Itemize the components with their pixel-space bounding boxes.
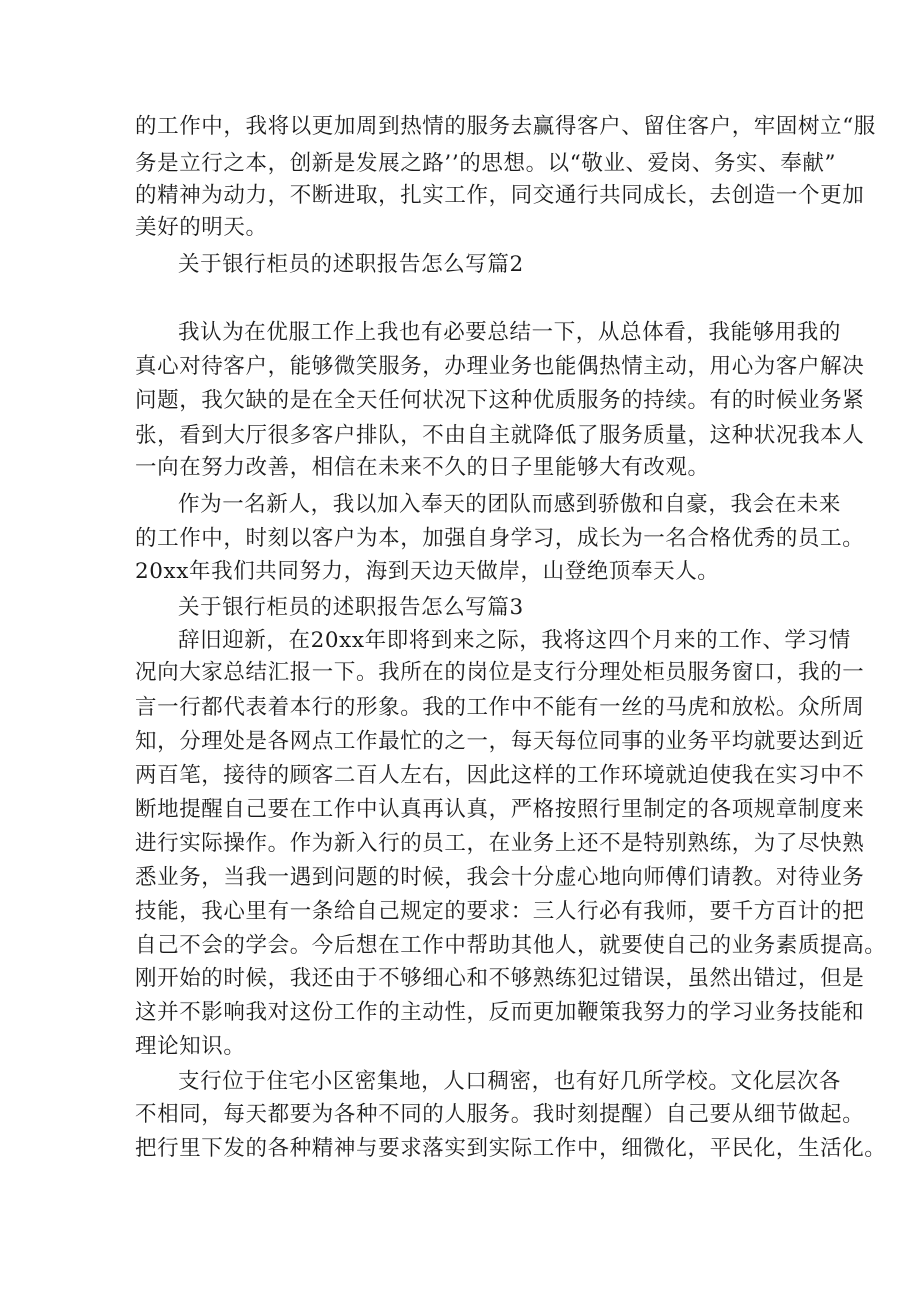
text-line: 问题，我欠缺的是在全天任何状况下这种优质服务的持续。有的时候业务紧 [135,388,865,413]
text-line: 我认为在优服工作上我也有必要总结一下，从总体看，我能够用我的 [178,320,842,345]
text-line: 这并不影响我对这份工作的主动性，反而更加鞭策我努力的学习业务技能和 [135,1000,865,1025]
text-line: 作为一名新人，我以加入奉天的团队而感到骄傲和自豪，我会在未来 [178,492,842,517]
text-line: 辞旧迎新，在20xx年即将到来之际，我将这四个月来的工作、学习情 [178,628,851,653]
text-line: 知，分理处是各网点工作最忙的之一，每天每位同事的业务平均就要达到近 [135,729,865,754]
text-line: 断地提醒自己要在工作中认真再认真，严格按照行里制定的各项规章制度来 [135,797,865,822]
text-line: 不相同，每天都要为各种不同的人服务。我时刻提醒）自己要从细节做起。 [135,1102,865,1127]
text-line: 真心对待客户，能够微笑服务，办理业务也能偶热情主动，用心为客户解决 [135,354,865,379]
text-line: 的工作中，时刻以客户为本，加强自身学习，成长为一名合格优秀的员工。 [135,526,865,551]
text-line: 自己不会的学会。今后想在工作中帮助其他人，就要使自己的业务素质提高。 [135,933,887,958]
text-line: 两百笔，接待的顾客二百人左右，因此这样的工作环境就迫使我在实习中不 [135,763,865,788]
text-line: 美好的明天。 [135,215,268,240]
text-line: 的精神为动力，不断进取，扎实工作，同交通行共同成长，去创造一个更加 [135,183,865,208]
text-line: 20xx年我们共同努力，海到天边天做岸，山登绝顶奉天人。 [135,559,720,584]
text-line: 进行实际操作。作为新入行的员工，在业务上还不是特别熟练，为了尽快熟 [135,831,865,856]
text-line: 张，看到大厅很多客户排队，不由自主就降低了服务质量，这种状况我本人 [135,423,865,448]
text-line: 技能，我心里有一条给自己规定的要求：三人行必有我师，要千方百计的把 [135,899,865,924]
text-line: 理论知识。 [135,1034,246,1059]
text-line: 刚开始的时候，我还由于不够细心和不够熟练犯过错误，虽然出错过，但是 [135,966,865,991]
section-heading: 关于银行柜员的述职报告怎么写篇3 [178,595,524,620]
text-line: 悉业务，当我一遇到问题的时候，我会十分虚心地向师傅们请教。对待业务 [135,865,865,890]
text-line: 把行里下发的各种精神与要求落实到实际工作中，细微化，平民化，生活化。 [135,1136,887,1161]
text-line: 务是立行之本，创新是发展之路’’的思想。以“敬业、爱岗、务实、奉献” [135,151,837,176]
section-heading: 关于银行柜员的述职报告怎么写篇2 [178,252,524,277]
text-line: 况向大家总结汇报一下。我所在的岗位是支行分理处柜员服务窗口，我的一 [135,660,865,685]
text-line: 言一行都代表着本行的形象。我的工作中不能有一丝的马虎和放松。众所周 [135,695,865,720]
text-line: 的工作中，我将以更加周到热情的服务去赢得客户、留住客户，牢固树立“服 [135,114,876,139]
text-line: 支行位于住宅小区密集地，人口稠密，也有好几所学校。文化层次各 [178,1069,842,1094]
text-line: 一向在努力改善，相信在未来不久的日子里能够大有改观。 [135,455,710,480]
